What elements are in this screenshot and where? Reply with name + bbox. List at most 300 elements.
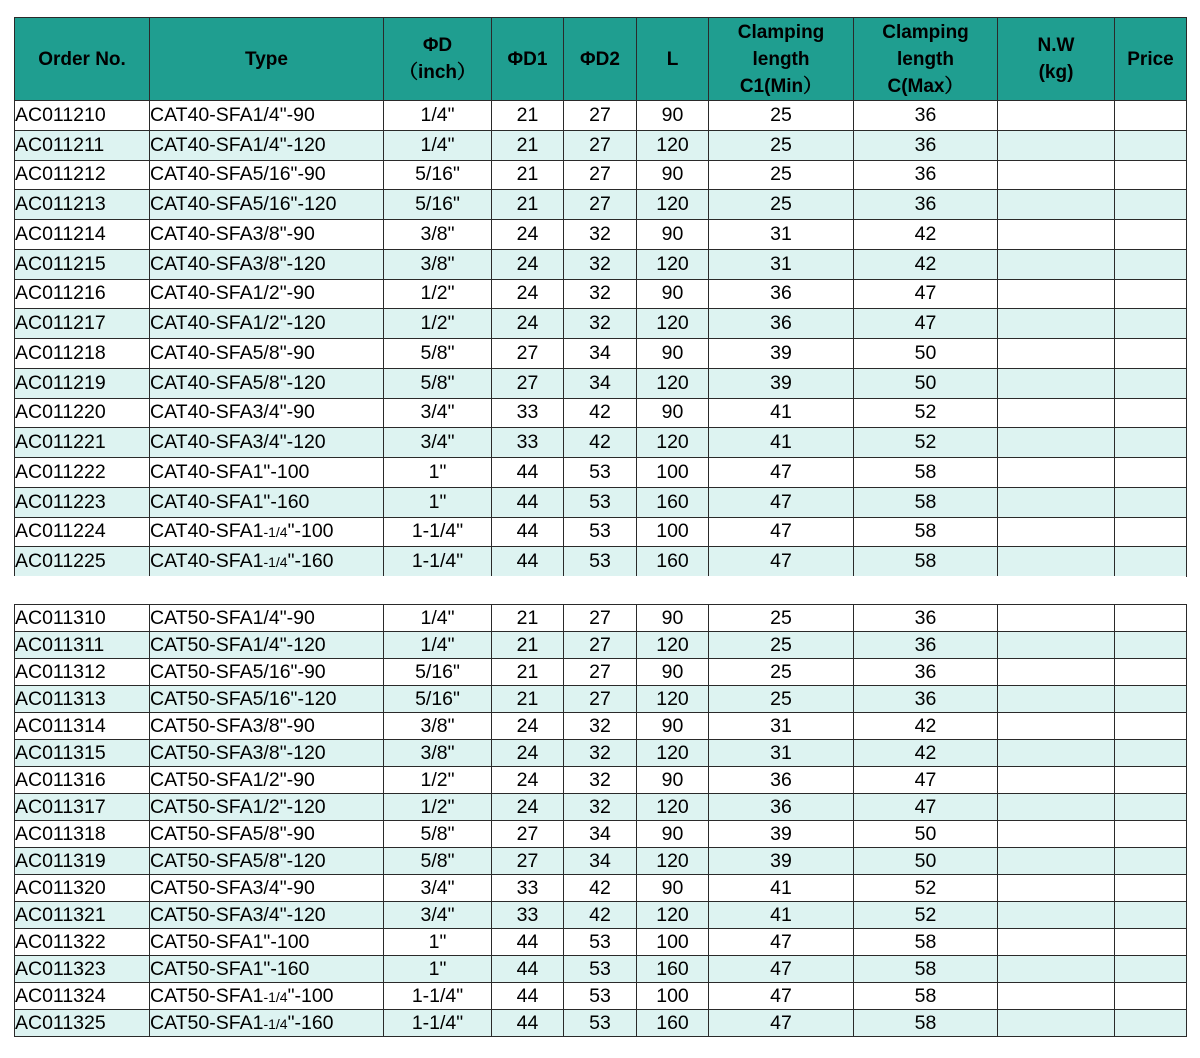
cell-phi-d1: 24 [492, 713, 564, 740]
cell-order-no: AC011215 [15, 249, 150, 279]
cell-nw [998, 740, 1115, 767]
cell-phi-d1: 44 [492, 487, 564, 517]
cell-phi-d: 1/4" [384, 130, 492, 160]
cell-phi-d2: 53 [564, 1010, 637, 1037]
cell-order-no: AC011217 [15, 309, 150, 339]
cell-phi-d1: 44 [492, 956, 564, 983]
cell-phi-d2: 27 [564, 686, 637, 713]
cell-order-no: AC011213 [15, 190, 150, 220]
table-row [15, 487, 1187, 517]
cell-phi-d2: 53 [564, 956, 637, 983]
cell-order-no: AC011321 [15, 902, 150, 929]
cell-clamping-max: 36 [854, 101, 998, 131]
cell-nw [998, 458, 1115, 488]
cell-l: 90 [637, 398, 709, 428]
type-part: CAT50-SFA1 [150, 984, 264, 1007]
cell-price [1115, 220, 1187, 250]
cell-clamping-min: 47 [709, 517, 854, 547]
cell-price [1115, 740, 1187, 767]
cell-phi-d1: 44 [492, 1010, 564, 1037]
cell-l: 90 [637, 160, 709, 190]
cell-phi-d: 3/8" [384, 740, 492, 767]
cell-l: 90 [637, 767, 709, 794]
table-row [15, 875, 1187, 902]
cell-order-no: AC011325 [15, 1010, 150, 1037]
cell-type [150, 1010, 384, 1037]
cell-phi-d1: 21 [492, 659, 564, 686]
table-row [15, 659, 1187, 686]
cell-clamping-max: 52 [854, 875, 998, 902]
cell-price [1115, 487, 1187, 517]
cell-phi-d2: 53 [564, 547, 637, 577]
cell-phi-d2: 32 [564, 309, 637, 339]
cell-clamping-min: 25 [709, 101, 854, 131]
cell-order-no: AC011222 [15, 458, 150, 488]
type-part: "-160 [287, 550, 334, 573]
cell-phi-d1: 44 [492, 458, 564, 488]
cell-clamping-max: 50 [854, 848, 998, 875]
type-part: -1/4 [263, 524, 288, 541]
cell-phi-d: 3/4" [384, 428, 492, 458]
header-clamping-max: Clamping length C(Max） [854, 18, 998, 101]
cell-price [1115, 794, 1187, 821]
cell-nw [998, 875, 1115, 902]
table-row [15, 929, 1187, 956]
cell-phi-d: 1" [384, 929, 492, 956]
cell-phi-d1: 21 [492, 686, 564, 713]
cell-phi-d2: 42 [564, 398, 637, 428]
cell-clamping-max: 47 [854, 309, 998, 339]
cell-nw [998, 101, 1115, 131]
type-part: CAT50-SFA1 [150, 1011, 264, 1034]
cell-nw [998, 547, 1115, 577]
cell-order-no: AC011315 [15, 740, 150, 767]
cell-type: CAT40-SFA1/4"-90 [150, 101, 384, 131]
cell-type: CAT40-SFA1"-100 [150, 458, 384, 488]
cell-order-no: AC011322 [15, 929, 150, 956]
cell-phi-d1: 24 [492, 249, 564, 279]
cell-order-no: AC011225 [15, 547, 150, 577]
type-part: "-100 [287, 520, 334, 543]
cell-order-no: AC011311 [15, 632, 150, 659]
cell-clamping-min: 47 [709, 487, 854, 517]
cell-clamping-max: 52 [854, 902, 998, 929]
cell-type: CAT40-SFA3/4"-90 [150, 398, 384, 428]
cell-type: CAT50-SFA5/8"-90 [150, 821, 384, 848]
table-body [15, 605, 1187, 1037]
cell-clamping-min: 39 [709, 368, 854, 398]
cell-l: 90 [637, 220, 709, 250]
cell-phi-d2: 32 [564, 249, 637, 279]
cell-price [1115, 190, 1187, 220]
cell-price [1115, 713, 1187, 740]
cell-phi-d1: 21 [492, 605, 564, 632]
cell-type: CAT50-SFA5/16"-90 [150, 659, 384, 686]
cell-nw [998, 902, 1115, 929]
cell-clamping-max: 58 [854, 929, 998, 956]
cell-phi-d: 1/4" [384, 605, 492, 632]
cell-type: CAT50-SFA3/8"-90 [150, 713, 384, 740]
header-phi-d: ΦD （inch） [384, 18, 492, 101]
table-row [15, 428, 1187, 458]
cell-nw [998, 279, 1115, 309]
cell-order-no: AC011221 [15, 428, 150, 458]
cell-clamping-max: 36 [854, 130, 998, 160]
cell-phi-d2: 32 [564, 713, 637, 740]
cell-type: CAT50-SFA1/2"-90 [150, 767, 384, 794]
cell-order-no: AC011314 [15, 713, 150, 740]
cell-phi-d: 5/8" [384, 339, 492, 369]
cell-phi-d1: 24 [492, 220, 564, 250]
cell-order-no: AC011224 [15, 517, 150, 547]
cell-clamping-min: 47 [709, 956, 854, 983]
cell-clamping-max: 42 [854, 713, 998, 740]
cell-clamping-min: 41 [709, 428, 854, 458]
cell-l: 120 [637, 130, 709, 160]
table-row [15, 190, 1187, 220]
type-part: -1/4 [263, 1015, 288, 1032]
cell-nw [998, 368, 1115, 398]
table-row [15, 956, 1187, 983]
cell-phi-d1: 21 [492, 101, 564, 131]
cell-l: 160 [637, 956, 709, 983]
cell-l: 90 [637, 279, 709, 309]
table-row [15, 983, 1187, 1010]
cell-type: CAT50-SFA5/8"-120 [150, 848, 384, 875]
cell-type: CAT50-SFA3/4"-120 [150, 902, 384, 929]
cell-clamping-min: 47 [709, 929, 854, 956]
table-separator [14, 576, 1186, 604]
cell-phi-d2: 53 [564, 487, 637, 517]
cell-price [1115, 101, 1187, 131]
cell-l: 100 [637, 517, 709, 547]
spec-table-cat40 [14, 17, 1187, 577]
header-phi-d1: ΦD1 [492, 18, 564, 101]
header-l: L [637, 18, 709, 101]
cell-price [1115, 605, 1187, 632]
table-row [15, 249, 1187, 279]
cell-nw [998, 190, 1115, 220]
cell-price [1115, 517, 1187, 547]
cell-nw [998, 983, 1115, 1010]
cell-nw [998, 848, 1115, 875]
table-row [15, 130, 1187, 160]
cell-clamping-max: 58 [854, 1010, 998, 1037]
cell-nw [998, 220, 1115, 250]
cell-phi-d2: 32 [564, 794, 637, 821]
table-row [15, 517, 1187, 547]
cell-clamping-min: 47 [709, 458, 854, 488]
cell-l: 120 [637, 740, 709, 767]
table-row [15, 398, 1187, 428]
table-row [15, 220, 1187, 250]
table-row [15, 821, 1187, 848]
cell-nw [998, 339, 1115, 369]
cell-phi-d1: 21 [492, 190, 564, 220]
cell-l: 160 [637, 547, 709, 577]
header-order-no: Order No. [15, 18, 150, 101]
cell-phi-d1: 44 [492, 517, 564, 547]
cell-type: CAT40-SFA3/8"-120 [150, 249, 384, 279]
cell-phi-d1: 24 [492, 309, 564, 339]
cell-phi-d: 1/2" [384, 279, 492, 309]
cell-price [1115, 547, 1187, 577]
cell-nw [998, 929, 1115, 956]
cell-clamping-min: 41 [709, 902, 854, 929]
cell-phi-d1: 44 [492, 547, 564, 577]
cell-nw [998, 1010, 1115, 1037]
cell-price [1115, 160, 1187, 190]
cell-phi-d: 1" [384, 487, 492, 517]
header-type: Type [150, 18, 384, 101]
cell-clamping-min: 41 [709, 398, 854, 428]
cell-phi-d2: 27 [564, 160, 637, 190]
cell-phi-d1: 24 [492, 740, 564, 767]
cell-clamping-min: 25 [709, 632, 854, 659]
cell-phi-d2: 32 [564, 767, 637, 794]
cell-phi-d1: 21 [492, 632, 564, 659]
cell-clamping-max: 52 [854, 428, 998, 458]
cell-phi-d: 3/8" [384, 249, 492, 279]
cell-type: CAT50-SFA1"-100 [150, 929, 384, 956]
cell-nw [998, 249, 1115, 279]
cell-phi-d: 1/2" [384, 767, 492, 794]
cell-phi-d1: 24 [492, 794, 564, 821]
cell-l: 120 [637, 428, 709, 458]
table-row [15, 686, 1187, 713]
cell-nw [998, 794, 1115, 821]
cell-phi-d2: 27 [564, 632, 637, 659]
table-row [15, 713, 1187, 740]
table-row [15, 1010, 1187, 1037]
cell-phi-d1: 27 [492, 848, 564, 875]
cell-order-no: AC011319 [15, 848, 150, 875]
cell-l: 90 [637, 659, 709, 686]
cell-type: CAT50-SFA3/4"-90 [150, 875, 384, 902]
cell-phi-d: 5/16" [384, 686, 492, 713]
table-row [15, 160, 1187, 190]
cell-nw [998, 428, 1115, 458]
cell-clamping-max: 58 [854, 956, 998, 983]
cell-price [1115, 249, 1187, 279]
cell-phi-d: 3/4" [384, 398, 492, 428]
cell-type: CAT40-SFA5/8"-120 [150, 368, 384, 398]
cell-type: CAT40-SFA5/16"-120 [150, 190, 384, 220]
cell-type: CAT50-SFA1/4"-90 [150, 605, 384, 632]
cell-clamping-min: 36 [709, 794, 854, 821]
cell-order-no: AC011324 [15, 983, 150, 1010]
cell-clamping-min: 31 [709, 249, 854, 279]
type-part: CAT40-SFA1 [150, 550, 264, 573]
cell-clamping-max: 36 [854, 686, 998, 713]
cell-phi-d1: 33 [492, 875, 564, 902]
cell-phi-d1: 27 [492, 821, 564, 848]
cell-clamping-max: 58 [854, 547, 998, 577]
header-clamping-min: Clamping length C1(Min） [709, 18, 854, 101]
cell-price [1115, 130, 1187, 160]
cell-price [1115, 339, 1187, 369]
type-part: -1/4 [263, 988, 288, 1005]
cell-phi-d: 1-1/4" [384, 983, 492, 1010]
cell-price [1115, 632, 1187, 659]
cell-clamping-max: 58 [854, 487, 998, 517]
cell-clamping-max: 50 [854, 339, 998, 369]
cell-l: 90 [637, 339, 709, 369]
cell-l: 90 [637, 605, 709, 632]
cell-clamping-max: 36 [854, 190, 998, 220]
cell-l: 120 [637, 794, 709, 821]
cell-type: CAT40-SFA1/4"-120 [150, 130, 384, 160]
cell-l: 120 [637, 309, 709, 339]
table-row [15, 632, 1187, 659]
cell-l: 120 [637, 249, 709, 279]
cell-clamping-max: 47 [854, 767, 998, 794]
cell-phi-d1: 33 [492, 902, 564, 929]
cell-type [150, 547, 384, 577]
cell-nw [998, 632, 1115, 659]
cell-clamping-min: 31 [709, 220, 854, 250]
cell-price [1115, 659, 1187, 686]
cell-phi-d1: 33 [492, 398, 564, 428]
cell-phi-d: 5/8" [384, 368, 492, 398]
cell-phi-d1: 33 [492, 428, 564, 458]
table-row [15, 368, 1187, 398]
cell-phi-d: 1/2" [384, 309, 492, 339]
cell-phi-d: 1-1/4" [384, 547, 492, 577]
cell-phi-d1: 44 [492, 983, 564, 1010]
cell-l: 120 [637, 190, 709, 220]
cell-clamping-min: 25 [709, 190, 854, 220]
cell-clamping-min: 39 [709, 848, 854, 875]
cell-type: CAT50-SFA1/2"-120 [150, 794, 384, 821]
table-row [15, 902, 1187, 929]
header-row [15, 18, 1187, 101]
cell-price [1115, 902, 1187, 929]
cell-type: CAT50-SFA1/4"-120 [150, 632, 384, 659]
cell-phi-d2: 53 [564, 929, 637, 956]
cell-nw [998, 160, 1115, 190]
cell-type: CAT40-SFA3/4"-120 [150, 428, 384, 458]
cell-order-no: AC011210 [15, 101, 150, 131]
cell-phi-d2: 32 [564, 220, 637, 250]
header-nw: N.W (kg) [998, 18, 1115, 101]
cell-phi-d1: 27 [492, 368, 564, 398]
cell-clamping-min: 25 [709, 160, 854, 190]
cell-order-no: AC011312 [15, 659, 150, 686]
cell-phi-d2: 27 [564, 101, 637, 131]
cell-price [1115, 875, 1187, 902]
cell-price [1115, 767, 1187, 794]
cell-clamping-min: 39 [709, 339, 854, 369]
cell-phi-d: 5/8" [384, 848, 492, 875]
cell-l: 120 [637, 686, 709, 713]
cell-phi-d2: 42 [564, 875, 637, 902]
cell-phi-d2: 34 [564, 368, 637, 398]
cell-price [1115, 929, 1187, 956]
cell-clamping-min: 47 [709, 547, 854, 577]
cell-phi-d2: 27 [564, 190, 637, 220]
cell-phi-d2: 34 [564, 848, 637, 875]
cell-nw [998, 821, 1115, 848]
cell-l: 100 [637, 458, 709, 488]
cell-clamping-min: 47 [709, 983, 854, 1010]
cell-order-no: AC011218 [15, 339, 150, 369]
cell-type: CAT50-SFA3/8"-120 [150, 740, 384, 767]
cell-order-no: AC011212 [15, 160, 150, 190]
cell-l: 100 [637, 983, 709, 1010]
cell-order-no: AC011313 [15, 686, 150, 713]
cell-phi-d: 5/8" [384, 821, 492, 848]
cell-nw [998, 130, 1115, 160]
cell-type: CAT40-SFA3/8"-90 [150, 220, 384, 250]
cell-price [1115, 279, 1187, 309]
cell-phi-d2: 53 [564, 458, 637, 488]
cell-order-no: AC011220 [15, 398, 150, 428]
cell-order-no: AC011318 [15, 821, 150, 848]
cell-phi-d1: 24 [492, 767, 564, 794]
cell-clamping-max: 36 [854, 605, 998, 632]
cell-l: 90 [637, 101, 709, 131]
cell-l: 120 [637, 902, 709, 929]
cell-type: CAT40-SFA1"-160 [150, 487, 384, 517]
cell-price [1115, 1010, 1187, 1037]
cell-phi-d: 1-1/4" [384, 1010, 492, 1037]
cell-clamping-max: 58 [854, 983, 998, 1010]
cell-phi-d: 5/16" [384, 190, 492, 220]
cell-order-no: AC011320 [15, 875, 150, 902]
cell-l: 160 [637, 1010, 709, 1037]
cell-price [1115, 821, 1187, 848]
cell-price [1115, 368, 1187, 398]
cell-type: CAT40-SFA1/2"-90 [150, 279, 384, 309]
table-row [15, 794, 1187, 821]
cell-clamping-min: 36 [709, 767, 854, 794]
table-body [15, 101, 1187, 577]
cell-clamping-min: 25 [709, 686, 854, 713]
cell-phi-d2: 32 [564, 740, 637, 767]
cell-phi-d1: 21 [492, 160, 564, 190]
type-part: -1/4 [263, 554, 288, 571]
cell-phi-d: 5/16" [384, 160, 492, 190]
table-row [15, 458, 1187, 488]
cell-clamping-max: 42 [854, 249, 998, 279]
cell-phi-d: 1" [384, 458, 492, 488]
cell-clamping-max: 36 [854, 632, 998, 659]
cell-order-no: AC011223 [15, 487, 150, 517]
header-phi-d2: ΦD2 [564, 18, 637, 101]
cell-type [150, 983, 384, 1010]
type-part: CAT40-SFA1 [150, 520, 264, 543]
cell-price [1115, 686, 1187, 713]
type-part: "-100 [287, 984, 334, 1007]
cell-phi-d: 3/8" [384, 220, 492, 250]
cell-clamping-min: 25 [709, 130, 854, 160]
cell-nw [998, 517, 1115, 547]
cell-phi-d: 5/16" [384, 659, 492, 686]
cell-type: CAT50-SFA5/16"-120 [150, 686, 384, 713]
cell-l: 90 [637, 713, 709, 740]
cell-order-no: AC011211 [15, 130, 150, 160]
cell-clamping-max: 58 [854, 458, 998, 488]
cell-phi-d: 1/4" [384, 101, 492, 131]
cell-l: 90 [637, 875, 709, 902]
cell-nw [998, 309, 1115, 339]
cell-price [1115, 848, 1187, 875]
cell-phi-d1: 24 [492, 279, 564, 309]
table-row [15, 848, 1187, 875]
cell-phi-d: 1" [384, 956, 492, 983]
cell-clamping-min: 36 [709, 279, 854, 309]
